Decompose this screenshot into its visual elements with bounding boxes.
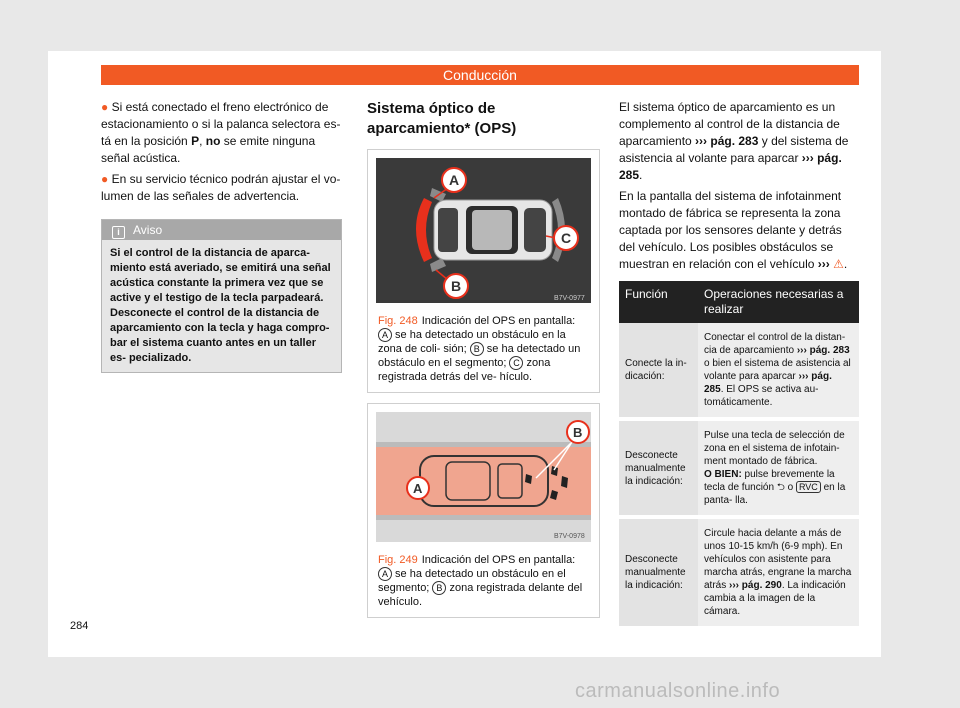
operation-cell: Conectar el control de la distan- cia de aparcamiento ››› pág. 283 o bien el sistema de asistencia al volante para aparcar ››› pág. 285. El OPS se activa au- tomáticamente. <box>698 323 859 419</box>
notice-body: Si el control de la distancia de aparca- miento está averiado, se emitirá una señal acústica constante la primera vez que se active y el testigo de la tecla parpadeará. Desconecte el control de la distancia de aparcamiento con la tecla y haga compro- bar el sistema cuanto antes en un taller es- pecializado. <box>110 247 331 364</box>
page-reference-link[interactable]: ››› pág. 285 <box>704 371 832 395</box>
parking-function-icon: ⮌ <box>776 482 785 493</box>
warning-reference-link[interactable]: ››› <box>817 257 830 271</box>
car-front-segment-image <box>376 412 591 542</box>
callout-c: C <box>561 230 572 246</box>
bullet-1: ● Si está conectado el freno electrónico de estacionamiento o si la palanca selectora es- tá en la posición P, no se emite ninguna señal acústica. <box>101 100 341 165</box>
column-middle <box>367 99 600 618</box>
rvc-key: RVC <box>796 481 821 493</box>
info-icon: i <box>112 226 125 239</box>
figure-248 <box>367 149 600 393</box>
bullet-dot-icon: ● <box>101 172 109 186</box>
table-row <box>619 517 859 628</box>
warning-triangle-icon: ⚠ <box>833 257 844 271</box>
figure-249-caption: Fig. 249 Indicación del OPS en pantalla: A se ha detectado un obstáculo en el segmento; B zona registrada delante del vehículo. <box>378 554 583 608</box>
function-cell: Conecte la in- dicación: <box>619 323 698 419</box>
section-title: Sistema óptico de aparcamiento* (OPS) <box>367 100 517 137</box>
car-topview-rear-image <box>376 158 591 303</box>
callout-a: A <box>449 172 460 188</box>
table-row <box>619 419 859 517</box>
page-reference-link[interactable]: ››› pág. 290 <box>729 580 782 591</box>
function-cell: Desconecte manualmente la indicación: <box>619 517 698 628</box>
figure-248-caption: Fig. 248 Indicación del OPS en pantalla: A se ha detectado un obstáculo en la zona de coli- sión; B se ha detectado un obstáculo en el segmento; C zona registrada detrás del ve- hículo. <box>378 315 581 383</box>
column-left <box>101 99 342 373</box>
figure-249 <box>367 403 600 618</box>
notice-box <box>101 219 342 373</box>
operations-table <box>619 281 859 630</box>
operation-cell: Pulse una tecla de selección de zona en el sistema de infotain- ment montado de fábrica. O BIEN: pulse brevemente la tecla de función ⮌ o RVC en la panta- lla. <box>698 419 859 517</box>
watermark: carmanualsonline.info <box>575 680 781 702</box>
figure-code: B7V-0978 <box>554 533 585 540</box>
section-header: Conducción <box>101 65 859 85</box>
paragraph-2: En la pantalla del sistema de infotainment montado de fábrica se representa la zona captada por los sensores delante y detrás del vehículo. Los posibles obstáculos se muestran en relación con el vehículo ››› ⚠. <box>619 189 848 271</box>
ops-rear-illustration <box>376 158 591 308</box>
notice-header: i Aviso <box>102 220 341 240</box>
callout-b: B <box>573 425 583 440</box>
table-header-operations: Operaciones necesarias a realizar <box>698 281 859 323</box>
page-reference-link[interactable]: ››› pág. 283 <box>796 345 850 356</box>
bullet-2: ● En su servicio técnico podrán ajustar el vo- lumen de las señales de advertencia. <box>101 172 341 203</box>
operation-cell: Circule hacia delante a más de unos 10-15 km/h (6-9 mph). En vehículos con asistente para marcha atrás, engrane la marcha atrás ››› pág. 290. La indicación cambia a la imagen de la cámara. <box>698 517 859 628</box>
column-right <box>619 99 859 630</box>
ops-front-illustration <box>376 412 591 547</box>
figure-code: B7V-0977 <box>554 295 585 302</box>
table-header-function: Función <box>619 281 698 323</box>
table-row <box>619 323 859 419</box>
bullet-dot-icon: ● <box>101 100 109 114</box>
page-reference-link[interactable]: ››› pág. 285 <box>619 151 842 182</box>
callout-a: A <box>413 481 423 496</box>
function-cell: Desconecte manualmente la indicación: <box>619 419 698 517</box>
page-reference-link[interactable]: ››› pág. 283 <box>695 134 759 148</box>
page-number: 284 <box>70 620 89 632</box>
callout-b: B <box>451 278 462 294</box>
paragraph-1: El sistema óptico de aparcamiento es un complemento al control de la distancia de aparcamiento ››› pág. 283 y del sistema de asistencia al volante para aparcar ››› pág. 285. <box>619 100 849 182</box>
table-header-row <box>619 281 859 323</box>
